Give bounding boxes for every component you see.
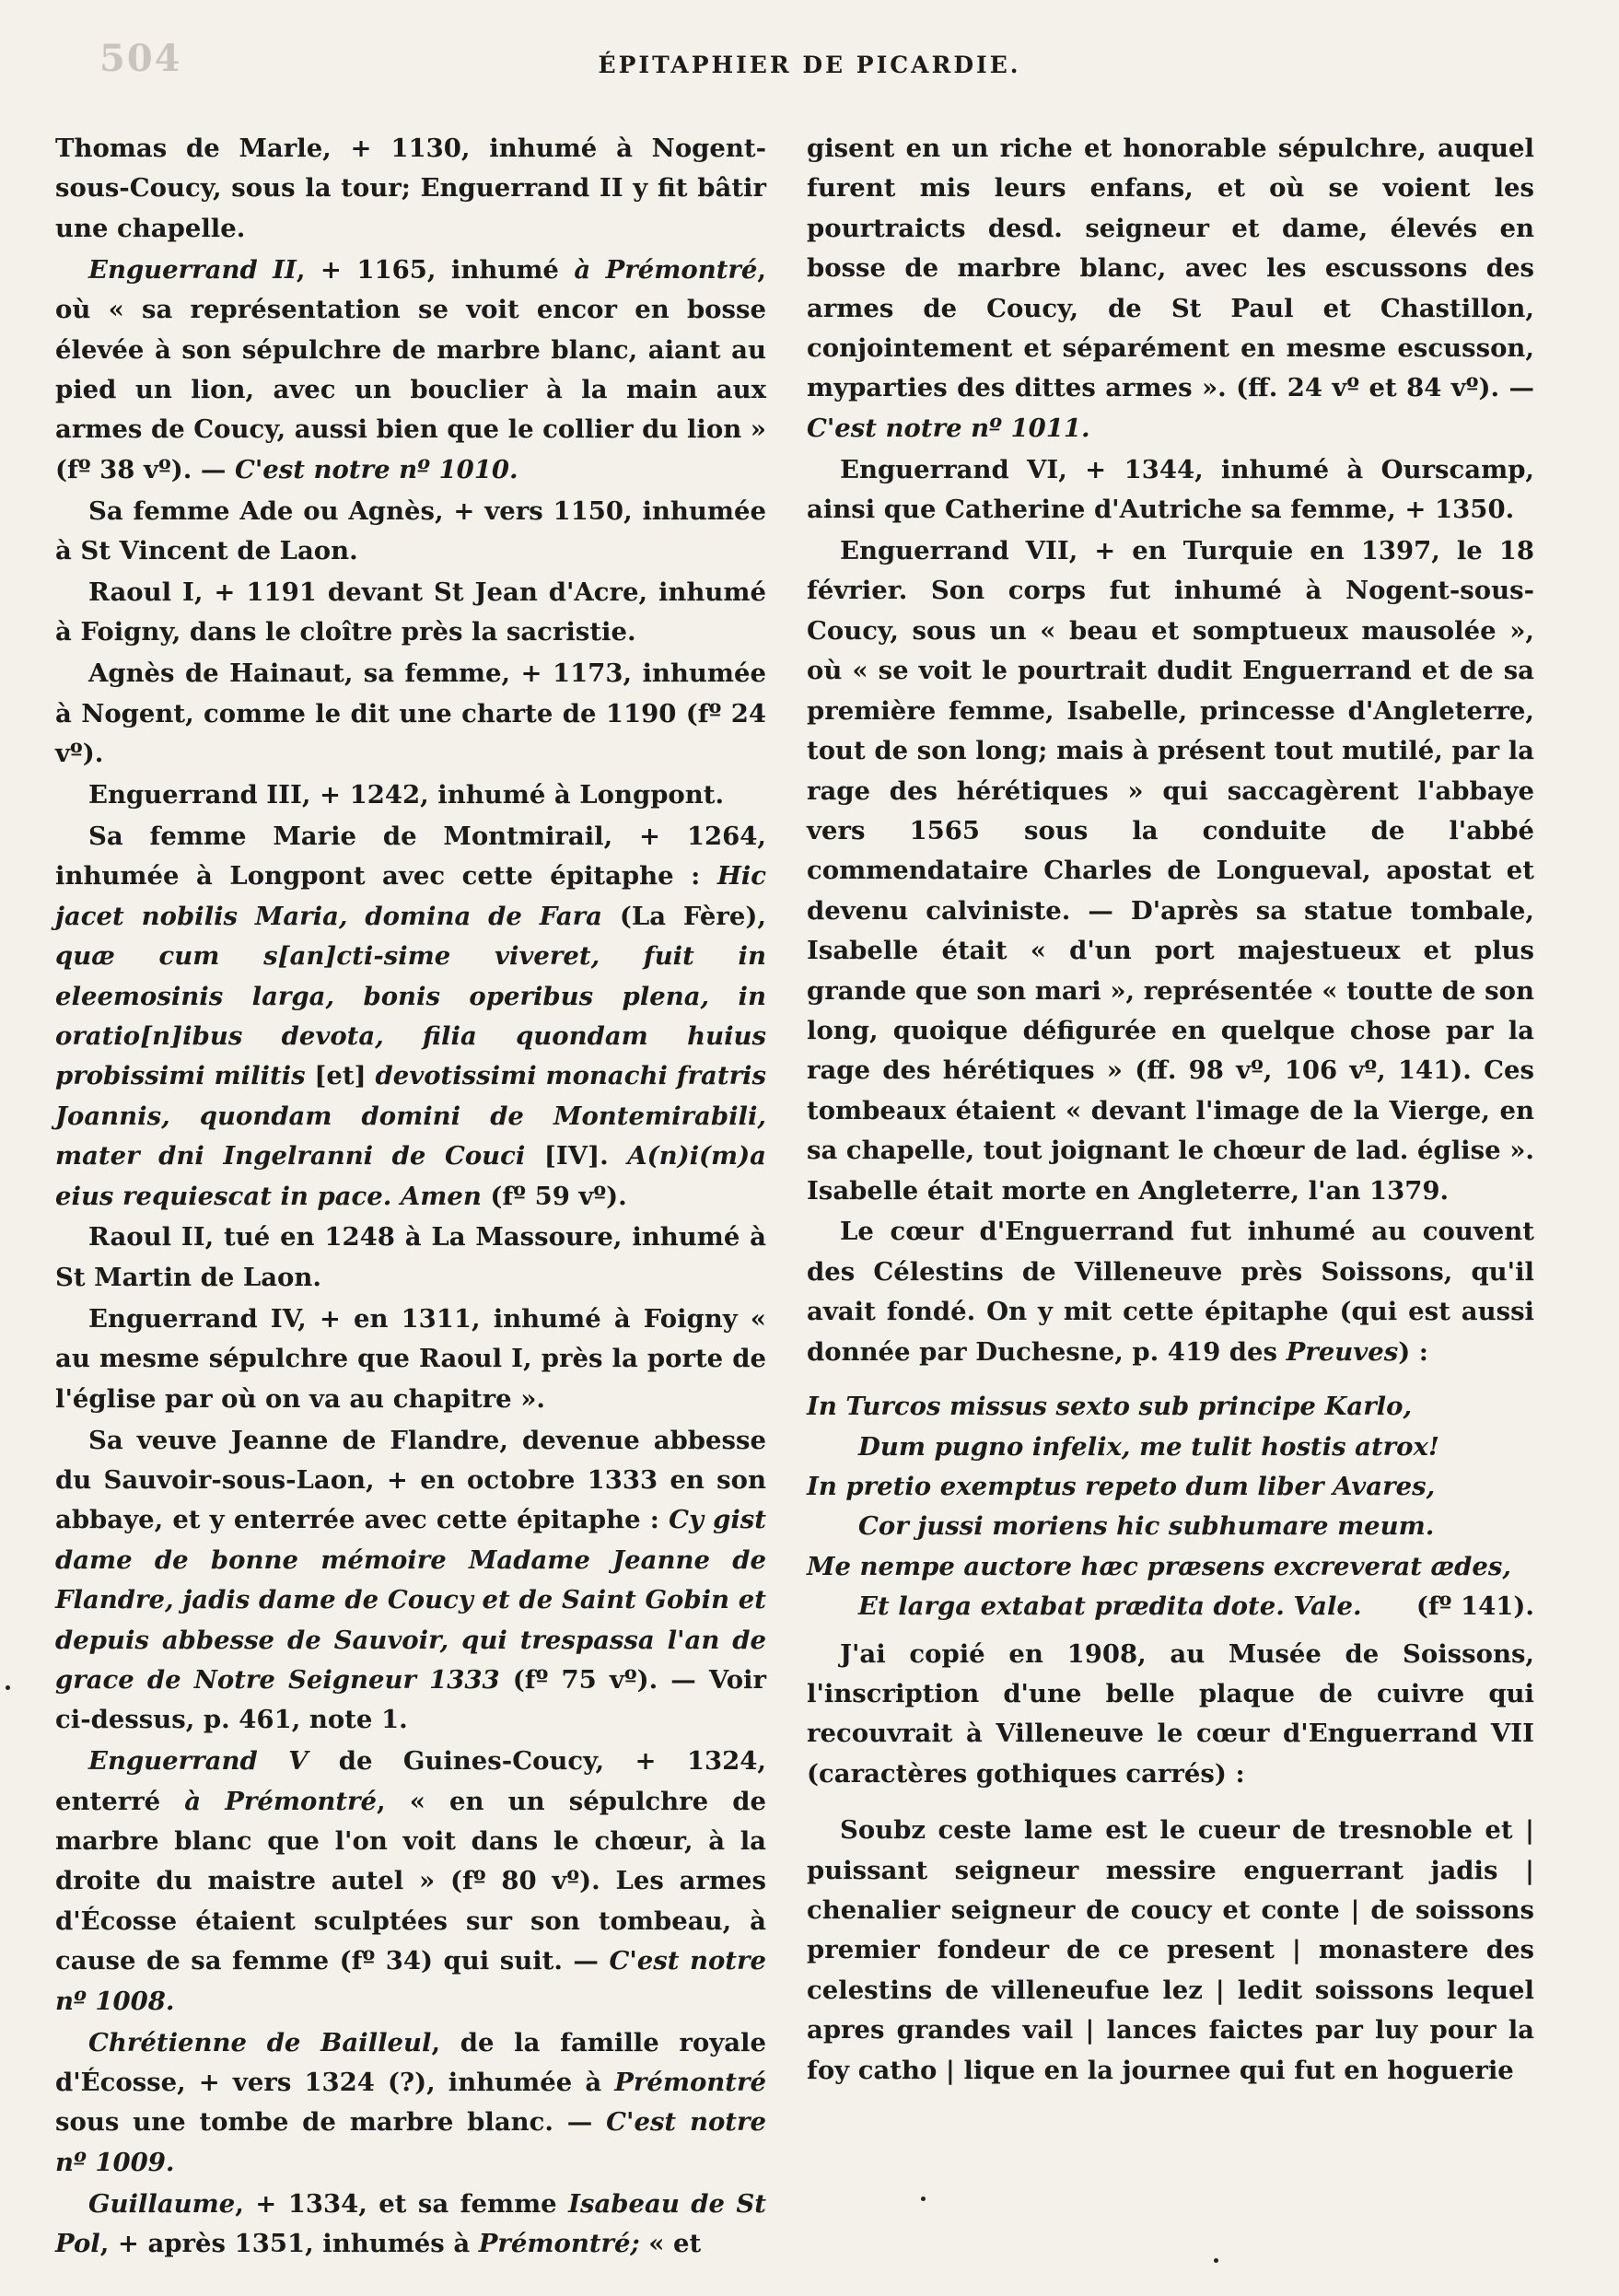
entry-text: , « en un sépulchre de marbre blanc que l'on voit dans le chœur, à la droite du maistre autel » (fº 80 vº). Les armes d'Écosse étaient sculptées sur son tombeau, à cause de sa femme (fº 34) qui suit. —: [55, 1786, 766, 1976]
entry-name: Enguerrand V: [88, 1746, 309, 1777]
entry-text: , de la famille royale d'Écosse, + vers 1324 (?), inhumée à: [55, 2027, 766, 2097]
entry-text: de Guines-Coucy, + 1324, enterré: [55, 1746, 766, 1816]
epitaph-text: Hic jacet nobilis Maria, domina de Fara: [55, 861, 766, 931]
entry-guillaume-continued: [807, 129, 1534, 449]
entry-reference: C'est notre nº 1008.: [55, 1946, 766, 2016]
entry-agnes-de-hainaut: [55, 654, 766, 774]
entry-place: Prémontré;: [478, 2229, 640, 2259]
verse-line: Et larga extabat prædita dote. Vale.: [858, 1591, 1362, 1622]
epitaph-text: quæ cum s[an]cti-sime viveret, fuit in eleemosinis larga, bonis operibus plena, in oratio[n]ibus devota, filia quondam huius probissimi militis: [55, 941, 766, 1091]
entry-plaque-note: [807, 1635, 1534, 1795]
entry-enguerrand-vi: [807, 450, 1534, 530]
left-column: [55, 129, 766, 2266]
entry-place: à Prémontré: [574, 254, 758, 285]
entry-text: Sa veuve Jeanne de Flandre, devenue abbesse du Sauvoir-sous-Laon, + en octobre 1333 en son abbaye, et y enterrée avec cette épitaphe :: [55, 1425, 766, 1535]
print-speck: [921, 2197, 926, 2201]
verse-line: Cor jussi moriens hic subhumare meum.: [858, 1511, 1435, 1542]
entry-text: Raoul II, tué en 1248 à La Massoure, inhumé à St Martin de Laon.: [55, 1222, 766, 1292]
entry-text: Le cœur d'Enguerrand fut inhumé au couvent des Célestins de Villeneuve près Soissons, qu'il avait fondé. On y mit cette épitaphe (qui est aussi donnée par Duchesne, p. 419 des: [807, 1217, 1534, 1367]
entry-reference: C'est notre nº 1011.: [807, 413, 1090, 443]
entry-enguerrand-iv: [55, 1300, 766, 1419]
entry-text: Enguerrand VI, + 1344, inhumé à Ourscamp, ainsi que Catherine d'Autriche sa femme, + 1350.: [807, 454, 1534, 525]
entry-text: Raoul I, + 1191 devant St Jean d'Acre, inhumé à Foigny, dans le cloître près la sacristie.: [55, 577, 766, 647]
entry-marie-de-montmirail: [55, 817, 766, 1217]
entry-guillaume: [55, 2185, 766, 2265]
entry-jeanne-de-flandre: [55, 1421, 766, 1741]
entry-thomas-de-marle: [55, 129, 766, 249]
entry-text: J'ai copié en 1908, au Musée de Soissons, l'inscription d'une belle plaque de cuivre qui recouvrait à Villeneuve le cœur d'Enguerrand VII (caractères gothiques carrés) :: [807, 1638, 1534, 1789]
plaque-inscription: [807, 1811, 1534, 2091]
entry-raoul-ii: [55, 1218, 766, 1298]
entry-enguerrand-v: [55, 1742, 766, 2022]
entry-text: , où « sa représentation se voit encor en bosse élevée à son sépulchre de marbre blanc, aiant au pied un lion, avec un bouclier à la main aux armes de Coucy, aussi bien que le collier du lion » (fº 38 vº). —: [55, 254, 766, 484]
entry-chretienne-de-bailleul: [55, 2023, 766, 2184]
running-head: ÉPITAPHIER DE PICARDIE.: [598, 52, 1021, 78]
inscription-text: Soubz ceste lame est le cueur de tresnoble et | puissant seigneur messire enguerrant jadis | chenalier seigneur de coucy et conte | de soissons premier fondeur de ce present | monastere des celestins de villeneufue lez | ledit soissons lequel apres grandes vail | lances faictes par luy pour la foy catho | lique en la journee qui fut en hoguerie: [807, 1815, 1534, 2085]
entry-text: Enguerrand IV, + en 1311, inhumé à Foigny « au mesme sépulchre que Raoul I, près la porte de l'église par où on va au chapitre ».: [55, 1303, 766, 1414]
entry-name: Guillaume: [88, 2188, 236, 2219]
entry-text: « et: [639, 2229, 702, 2259]
entry-text: Sa femme Marie de Montmirail, + 1264, inhumée à Longpont avec cette épitaphe :: [55, 821, 766, 892]
entry-text: Thomas de Marle, + 1130, inhumé à Nogent-sous-Coucy, sous la tour; Enguerrand II y fit bâtir une chapelle.: [55, 134, 766, 243]
entry-text: sous une tombe de marbre blanc. —: [55, 2107, 607, 2138]
right-column: [807, 129, 1534, 2091]
entry-text: (fº 59 vº).: [481, 1181, 627, 1211]
verse-line: In Turcos missus sexto sub principe Karlo,: [807, 1392, 1413, 1422]
epitaph-verse: [807, 1387, 1534, 1626]
entry-text: Enguerrand III, + 1242, inhumé à Longpont.: [88, 780, 725, 810]
epitaph-text: A(n)i(m)a eius requiescat in pace. Amen: [55, 1141, 766, 1211]
entry-text: , + 1165, inhumé: [296, 254, 575, 285]
verse-line: Me nempe auctore hæc præsens excreverat ædes,: [807, 1551, 1511, 1581]
page-number: 504: [99, 37, 182, 80]
verse-line: Dum pugno infelix, me tulit hostis atrox!: [858, 1431, 1439, 1462]
entry-coeur-enguerrand: [807, 1212, 1534, 1372]
entry-text: , + après 1351, inhumés à: [99, 2229, 479, 2259]
entry-text: ) :: [1398, 1336, 1428, 1367]
entry-text: gisent en un riche et honorable sépulchre, auquel furent mis leurs enfans, et où se voient les pourtraicts desd. seigneur et dame, élevés en bosse de marbre blanc, avec les escussons des armes de Coucy, de St Paul et Chastillon, conjointement et séparément en mesme escusson, myparties des dittes armes ». (ff. 24 vº et 84 vº). —: [807, 134, 1534, 403]
entry-enguerrand-iii: [55, 775, 766, 815]
entry-text: (La Fère),: [601, 901, 766, 931]
epitaph-text: Cy gist dame de bonne mémoire Madame Jeanne de Flandre, jadis dame de Coucy et de Saint Gobin et depuis abbesse de Sauvoir, qui trespassa l'an de grace de Notre Seigneur 1333: [55, 1505, 766, 1695]
entry-place: Prémontré: [614, 2068, 766, 2097]
entry-name: Chrétienne de Bailleul: [88, 2027, 432, 2057]
entry-text: (fº 75 vº). — Voir ci-dessus, p. 461, note 1.: [55, 1664, 766, 1735]
entry-enguerrand-vii: [807, 531, 1534, 1211]
entry-reference: C'est notre nº 1010.: [234, 454, 518, 484]
entry-text: [IV].: [525, 1141, 628, 1171]
entry-text: Sa femme Ade ou Agnès, + vers 1150, inhumée à St Vincent de Laon.: [55, 495, 766, 566]
entry-ade: [55, 492, 766, 572]
entry-text: , + 1334, et sa femme: [235, 2188, 569, 2219]
entry-reference: C'est notre nº 1009.: [55, 2107, 766, 2177]
entry-name: Enguerrand II: [88, 254, 297, 285]
entry-text: Agnès de Hainaut, sa femme, + 1173, inhumée à Nogent, comme le dit une charte de 1190 (fº 24 vº).: [55, 658, 766, 769]
entry-place: à Prémontré: [184, 1786, 378, 1816]
entry-raoul-i: [55, 573, 766, 653]
entry-enguerrand-ii: [55, 251, 766, 490]
print-speck: [6, 1685, 10, 1690]
epitaph-text: devotissimi monachi fratris Joannis, quondam domini de Montemirabili, mater dni Ingelranni de Couci: [55, 1061, 766, 1171]
verse-line-last: [807, 1587, 1534, 1626]
entry-text: [et]: [305, 1061, 376, 1091]
folio-reference: (fº 141).: [1415, 1591, 1534, 1622]
entry-name: Isabeau de St Pol: [55, 2188, 766, 2259]
entry-text: Enguerrand VII, + en Turquie en 1397, le 18 février. Son corps fut inhumé à Nogent-sous-Coucy, sous un « beau et somptueux mausolée », où « se voit le pourtrait dudit Enguerrand et de sa première femme, Isabelle, princesse d'Angleterre, tout de son long; mais à présent tout mutilé, par la rage des hérétiques » qui saccagèrent l'abbaye vers 1565 sous la conduite de l'abbé commendataire Charles de Longueval, apostat et devenu calviniste. — D'après sa statue tombale, Isabelle était « d'un port majestueux et plus grande que son mari », représentée « toutte de son long, quoique défigurée en quelque chose par la rage des hérétiques » (ff. 98 vº, 106 vº, 141). Ces tombeaux étaient « devant l'image de la Vierge, en sa chapelle, tout joignant le chœur de lad. église ». Isabelle était morte en Angleterre, l'an 1379.: [807, 536, 1534, 1206]
verse-line: In pretio exemptus repeto dum liber Avares,: [807, 1471, 1436, 1501]
source-title: Preuves: [1286, 1336, 1399, 1367]
print-speck: [1214, 2258, 1218, 2263]
